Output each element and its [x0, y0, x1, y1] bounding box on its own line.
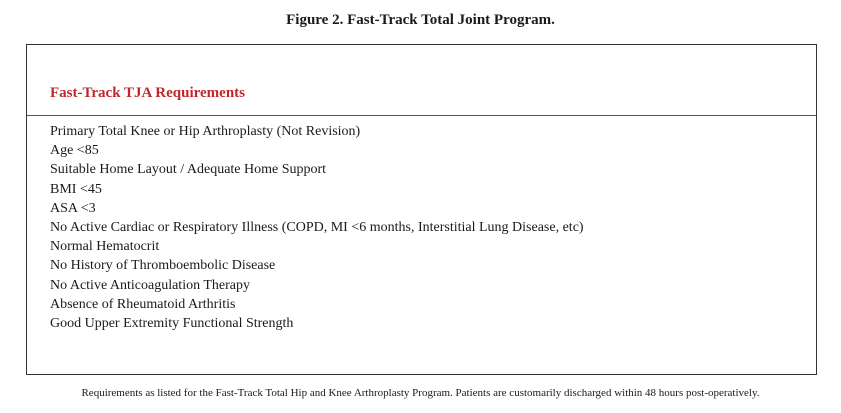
- requirement-item: No History of Thromboembolic Disease: [50, 258, 276, 274]
- requirement-item: Good Upper Extremity Functional Strength: [50, 316, 294, 332]
- requirement-item: No Active Cardiac or Respiratory Illness (COPD, MI <6 months, Interstitial Lung Disease, etc): [50, 220, 584, 236]
- requirement-item: Primary Total Knee or Hip Arthroplasty (Not Revision): [50, 124, 361, 139]
- requirement-item: Normal Hematocrit: [50, 239, 160, 255]
- figure-caption: Requirements as listed for the Fast-Track Total Hip and Knee Arthroplasty Program. Patients are customarily discharged within 48 hours post-operatively.: [81, 387, 760, 399]
- requirement-item: Absence of Rheumatoid Arthritis: [50, 296, 236, 312]
- requirements-panel: [26, 44, 817, 375]
- requirement-item: ASA <3: [50, 200, 96, 216]
- figure-title: Figure 2. Fast-Track Total Joint Program.: [286, 12, 555, 28]
- panel-heading: Fast-Track TJA Requirements: [50, 85, 245, 101]
- requirement-item: BMI <45: [50, 181, 102, 197]
- heading-divider: [27, 115, 816, 116]
- requirement-item: Age <85: [50, 143, 99, 159]
- requirement-item: No Active Anticoagulation Therapy: [50, 277, 250, 293]
- requirement-item: Suitable Home Layout / Adequate Home Support: [50, 162, 327, 178]
- requirements-list: [50, 122, 584, 333]
